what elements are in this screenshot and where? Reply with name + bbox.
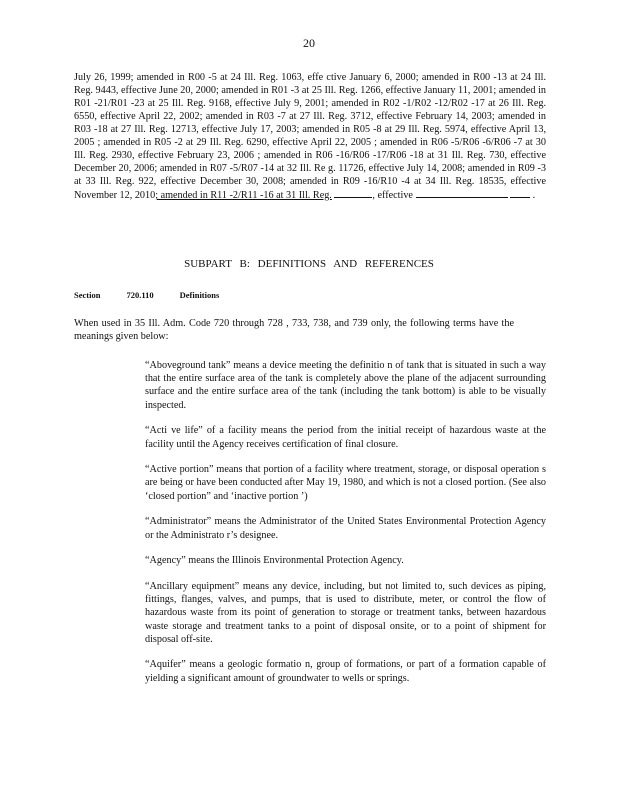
blank-reg-page [334,188,372,198]
section-title: Definitions [179,290,220,300]
definition-item: “Active portion” means that portion of a facility where treatment, storage, or disposal operation s are being or have been conducted after May 19, 1980, and which is not a closed portion. (See also ‘closed portion” and ‘inactive portion ’) [145,464,546,502]
definition-item: “Acti ve life” of a facility means the period from the initial receipt of hazardous waste at the facility until the Agency receives certification of final closure. [145,425,546,450]
blank-effective-date [416,188,508,198]
effective-label: effective [377,190,413,201]
subpart-heading: SUBPART B: DEFINITIONS AND REFERENCES [184,258,434,270]
section-number: 720.110 [126,290,154,300]
definition-item: “Administrator” means the Administrator of the United States Environmental Protection Agency or the Administrato r’s designee. [145,516,546,541]
intro-paragraph: When used in 35 Ill. Adm. Code 720 through 728 , 733, 738, and 739 only, the following terms have the meanings given below: [74,318,514,342]
blank-year [510,188,530,198]
definition-item: “Aboveground tank” means a device meeting the definitio n of tank that is situated in such a way that the entire surface area of the tank is completely above the plane of the adjacent surrounding surface and the entire surface area of the tank (including the tank bottom) is able to be visually inspected. [145,360,546,411]
definition-item: “Aquifer” means a geologic formatio n, group of formations, or part of a formation capable of yielding a significant amount of groundwater to wells or springs. [145,659,546,684]
definition-item: “Ancillary equipment” means any device, including, but not limited to, such devices as piping, fittings, flanges, valves, and pumps, that is used to distribute, meter, or control the flow of hazardous waste from its point of generation to storage or treatment tanks, between hazardous waste storage and treatment tanks to a point of disposal onsite, or to a point of shipment for disposal off-site. [145,580,546,645]
amendment-insert: ; amended in R11 -2/R11 -16 at 31 Ill. Reg. [155,190,332,201]
page-number: 20 [303,36,315,50]
source-history-note: July 26, 1999; amended in R00 -5 at 24 Ill. Reg. 1063, effe ctive January 6, 2000; amended in R00 -13 at 24 Ill. Reg. 9443, effective June 20, 2000; amended in R01 -3 at 25 Ill. Reg. 1266, effective January 11, 2001; amended in R01 -21/R01 -23 at 25 Ill. Reg. 9168, effective July 9, 2001; amended in R02 -1/R02 -12/R02 -17 at 26 Ill. Reg. 6550, effective April 22, 2002; amended in R03 -7 at 27 Ill. Reg. 3712, effective February 14, 2003; amended in R03 -18 at 27 Ill. Reg. 12713, effective July 17, 2003; amended in R05 -8 at 29 Ill. Reg. 5974, effective April 13, 2005 ; amended in R05 -2 at 29 Ill. Reg. 6290, effective April 22, 2005 ; amended in R06 -5/R06 -6/R06 -7 at 30 Ill. Reg. 2930, effective February 23, 2006 ; amended in R06 -16/R06 -17/R06 -18 at 31 Ill. Reg. 730, effective December 20, 2006; amended in R07 -5/R07 -14 at 32 Ill. Re g. 11726, effective July 14, 2008; amended in R09 -3 at 33 Ill. Reg. 922, effective December 30, 2008; amended in R09 -16/R10 -4 at 34 Ill. Reg. 18535, effective November 12, 2010; amended in R11 -2/R11 -16 at 31 Ill. Reg. , effective . [74,72,546,201]
section-heading [74,290,245,300]
section-label: Section [74,290,101,300]
history-text: July 26, 1999; amended in R00 -5 at 24 Ill. Reg. 1063, effe ctive January 6, 2000; amended in R00 -13 at 24 Ill. Reg. 9443, effective June 20, 2000; amended in R01 -3 at 25 Ill. Reg. 1266, effective January 11, 2001; amended in R01 -21/R01 -23 at 25 Ill. Reg. 9168, effective July 9, 2001; amended in R02 -1/R02 -12/R02 -17 at 26 Ill. Reg. 6550, effective April 22, 2002; amended in R03 -7 at 27 Ill. Reg. 3712, effective February 14, 2003; amended in R03 -18 at 27 Ill. Reg. 12713, effective July 17, 2003; amended in R05 -8 at 29 Ill. Reg. 5974, effective April 13, 2005 ; amended in R05 -2 at 29 Ill. Reg. 6290, effective April 22, 2005 ; amended in R06 -5/R06 -6/R06 -7 at 30 Ill. Reg. 2930, effective February 23, 2006 ; amended in R06 -16/R06 -17/R06 -18 at 31 Ill. Reg. 730, effective December 20, 2006; amended in R07 -5/R07 -14 at 32 Ill. Re g. 11726, effective July 14, 2008; amended in R09 -3 at 33 Ill. Reg. 922, effective December 30, 2008; amended in R09 -16/R10 -4 at 34 Ill. Reg. 18535, effective November 12, 2010 [74,72,546,201]
definition-item: “Agency” means the Illinois Environmental Protection Agency. [145,555,404,567]
definitions-list [145,359,546,697]
